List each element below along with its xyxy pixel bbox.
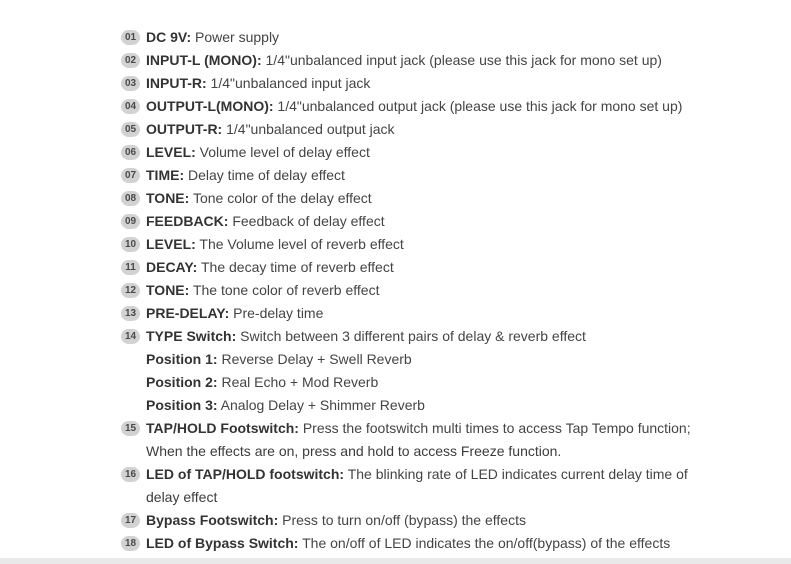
item-term: TIME:: [146, 167, 185, 183]
item-term: OUTPUT-L(MONO):: [146, 98, 274, 114]
item-term: TYPE Switch:: [146, 328, 237, 344]
list-item-06: [121, 141, 781, 164]
item-number-badge: 18: [121, 536, 140, 551]
position-item: [121, 371, 781, 394]
item-description: Volume level of delay effect: [195, 144, 370, 160]
bottom-divider: [0, 558, 791, 564]
position-item: [121, 394, 781, 417]
item-term: FEEDBACK:: [146, 213, 229, 229]
type-switch-positions: [121, 348, 781, 417]
position-description: Real Echo + Mod Reverb: [217, 374, 379, 390]
item-description: Press the footswitch multi times to access Tap Tempo function;: [298, 420, 691, 436]
list-item-18: [121, 532, 781, 555]
item-description: Feedback of delay effect: [228, 213, 385, 229]
item-number-badge: 12: [121, 283, 140, 298]
list-item-07: [121, 164, 781, 187]
item-term: LEVEL:: [146, 144, 196, 160]
item-description: 1/4"unbalanced output jack: [222, 121, 395, 137]
position-term: Position 1:: [146, 351, 218, 367]
list-item-15: [121, 417, 781, 440]
item-term: LED of TAP/HOLD footswitch:: [146, 466, 345, 482]
item-number-badge: 14: [121, 329, 140, 344]
item-term: TONE:: [146, 190, 190, 206]
position-term: Position 3:: [146, 397, 218, 413]
item-term: TONE:: [146, 282, 190, 298]
item-number-badge: 02: [121, 53, 140, 68]
item-description: The blinking rate of LED indicates current delay time of: [344, 466, 688, 482]
list-item-05: [121, 118, 781, 141]
item-description: The on/off of LED indicates the on/off(bypass) of the effects: [298, 535, 671, 551]
item-number-badge: 17: [121, 513, 140, 528]
item-description: The decay time of reverb effect: [197, 259, 394, 275]
item-term: INPUT-R:: [146, 75, 207, 91]
item-15-continuation: When the effects are on, press and hold to access Freeze function.: [146, 443, 562, 459]
position-description: Analog Delay + Shimmer Reverb: [217, 397, 425, 413]
position-term: Position 2:: [146, 374, 218, 390]
list-item-02: [121, 49, 781, 72]
list-item-13: [121, 302, 781, 325]
item-number-badge: 07: [121, 168, 140, 183]
item-term: TAP/HOLD Footswitch:: [146, 420, 299, 436]
item-term: LED of Bypass Switch:: [146, 535, 299, 551]
items-main: [121, 26, 781, 348]
item-description: Power supply: [191, 29, 280, 45]
item-description: Tone color of the delay effect: [189, 190, 372, 206]
item-description: Delay time of delay effect: [184, 167, 345, 183]
item-description: 1/4"unbalanced output jack (please use this jack for mono set up): [273, 98, 683, 114]
list-item-03: [121, 72, 781, 95]
item-term: PRE-DELAY:: [146, 305, 230, 321]
list-item-10: [121, 233, 781, 256]
item-description: The tone color of reverb effect: [189, 282, 380, 298]
item-description: 1/4"unbalanced input jack: [206, 75, 371, 91]
item-number-badge: 01: [121, 30, 140, 45]
item-number-badge: 09: [121, 214, 140, 229]
item-term: DECAY:: [146, 259, 198, 275]
item-16-continuation: delay effect: [146, 489, 218, 505]
item-number-badge: 10: [121, 237, 140, 252]
list-item-17: [121, 509, 781, 532]
item-number-badge: 13: [121, 306, 140, 321]
item-description: Switch between 3 different pairs of delay & reverb effect: [236, 328, 586, 344]
list-item-04: [121, 95, 781, 118]
list-item-11: [121, 256, 781, 279]
item-term: LEVEL:: [146, 236, 196, 252]
item-description: 1/4"unbalanced input jack (please use this jack for mono set up): [261, 52, 662, 68]
list-item-16: [121, 463, 781, 486]
position-item: [121, 348, 781, 371]
item-number-badge: 16: [121, 467, 140, 482]
item-number-badge: 08: [121, 191, 140, 206]
spec-list: [121, 26, 781, 555]
item-number-badge: 15: [121, 421, 140, 436]
item-number-badge: 03: [121, 76, 140, 91]
list-item-08: [121, 187, 781, 210]
list-item-14: [121, 325, 781, 348]
item-description: The Volume level of reverb effect: [195, 236, 404, 252]
item-number-badge: 05: [121, 122, 140, 137]
position-description: Reverse Delay + Swell Reverb: [217, 351, 412, 367]
item-term: OUTPUT-R:: [146, 121, 223, 137]
item-term: DC 9V:: [146, 29, 192, 45]
list-item-12: [121, 279, 781, 302]
list-item-09: [121, 210, 781, 233]
list-item-01: [121, 26, 781, 49]
item-description: Pre-delay time: [229, 305, 324, 321]
item-number-badge: 06: [121, 145, 140, 160]
item-description: Press to turn on/off (bypass) the effects: [278, 512, 526, 528]
item-term: Bypass Footswitch:: [146, 512, 279, 528]
item-number-badge: 04: [121, 99, 140, 114]
item-number-badge: 11: [121, 260, 140, 275]
item-term: INPUT-L (MONO):: [146, 52, 262, 68]
